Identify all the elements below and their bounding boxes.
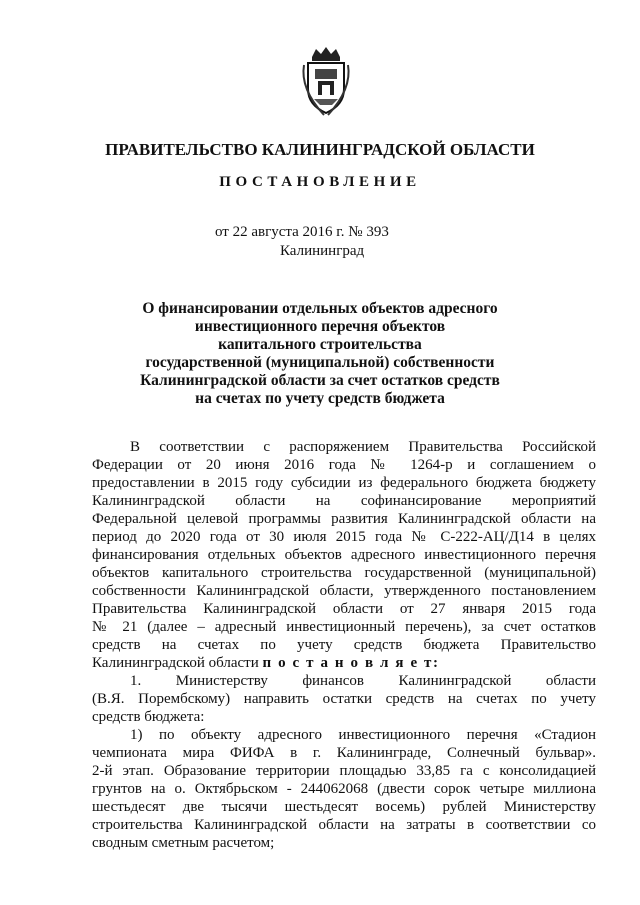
decree-body [92, 438, 596, 852]
coat-of-arms-icon [298, 45, 354, 117]
body-line: Калининградской области [92, 655, 259, 671]
body-line: финансирования отдельных объектов адресного инвестиционного перечня [92, 547, 596, 563]
body-line: шестьдесят две тысячи шестьдесят восемь) рублей Министерству [92, 799, 596, 815]
title-line: капитального строительства [218, 336, 422, 353]
title-line: на счетах по учету средств бюджета [195, 390, 445, 407]
title-line: О финансировании отдельных объектов адресного [142, 300, 498, 317]
body-line: № 21 (далее – адресный инвестиционный перечень), за счет остатков [92, 619, 596, 635]
body-line: Федеральной целевой программы развития Калининградской области на [92, 511, 596, 527]
resolves-word: п о с т а н о в л я е т: [262, 655, 440, 671]
title-line: Калининградской области за счет остатков средств [140, 372, 500, 389]
city-name: Калининград [280, 243, 365, 259]
body-line: чемпионата мира ФИФА в г. Калининграде, Солнечный бульвар». [92, 745, 596, 761]
title-line: государственной (муниципальной) собственности [145, 354, 495, 371]
body-line: сводным сметным расчетом; [92, 835, 275, 851]
body-line: объектов капитального строительства государственной (муниципальной) [92, 565, 596, 581]
body-line: В соответствии с распоряжением Правительства Российской [130, 439, 596, 455]
body-line: Калининградской области на софинансирование мероприятий [92, 493, 596, 509]
body-line: собственности Калининградской области, утвержденного постановлением [92, 583, 596, 599]
body-line: Федерации от 20 июня 2016 года № 1264-р и соглашением о [92, 457, 596, 473]
body-line: 1) по объекту адресного инвестиционного перечня «Стадион [130, 727, 596, 743]
organization-name: ПРАВИТЕЛЬСТВО КАЛИНИНГРАДСКОЙ ОБЛАСТИ [105, 140, 535, 159]
body-line: средств на счетах по учету средств бюджета Правительство [92, 637, 596, 653]
body-line: 2-й этап. Образование территории площадью 33,85 га с консолидацией [92, 763, 596, 779]
document-type: ПОСТАНОВЛЕНИЕ [219, 174, 421, 190]
title-line: инвестиционного перечня объектов [194, 318, 446, 335]
body-line: период до 2020 года от 30 июля 2015 года № С-222-АЦ/Д14 в целях [92, 529, 596, 545]
body-line: Правительства Калининградской области от 27 января 2015 года [92, 601, 596, 617]
body-line: предоставлении в 2015 году субсидии из федерального бюджета бюджету [92, 475, 596, 491]
body-line: 1. Министерству финансов Калининградской области [130, 673, 596, 689]
body-line: строительства Калининградской области на затраты в соответствии со [92, 817, 596, 833]
date-number-line: от 22 августа 2016 г. № 393 [215, 224, 389, 240]
body-line: грунтов на о. Октябрьском - 244062068 (двести сорок четыре миллиона [92, 781, 596, 797]
body-line: средств бюджета: [92, 709, 205, 725]
body-line-resolves [92, 654, 596, 672]
body-line: (В.Я. Порембскому) направить остатки средств на счетах по учету [92, 691, 596, 707]
